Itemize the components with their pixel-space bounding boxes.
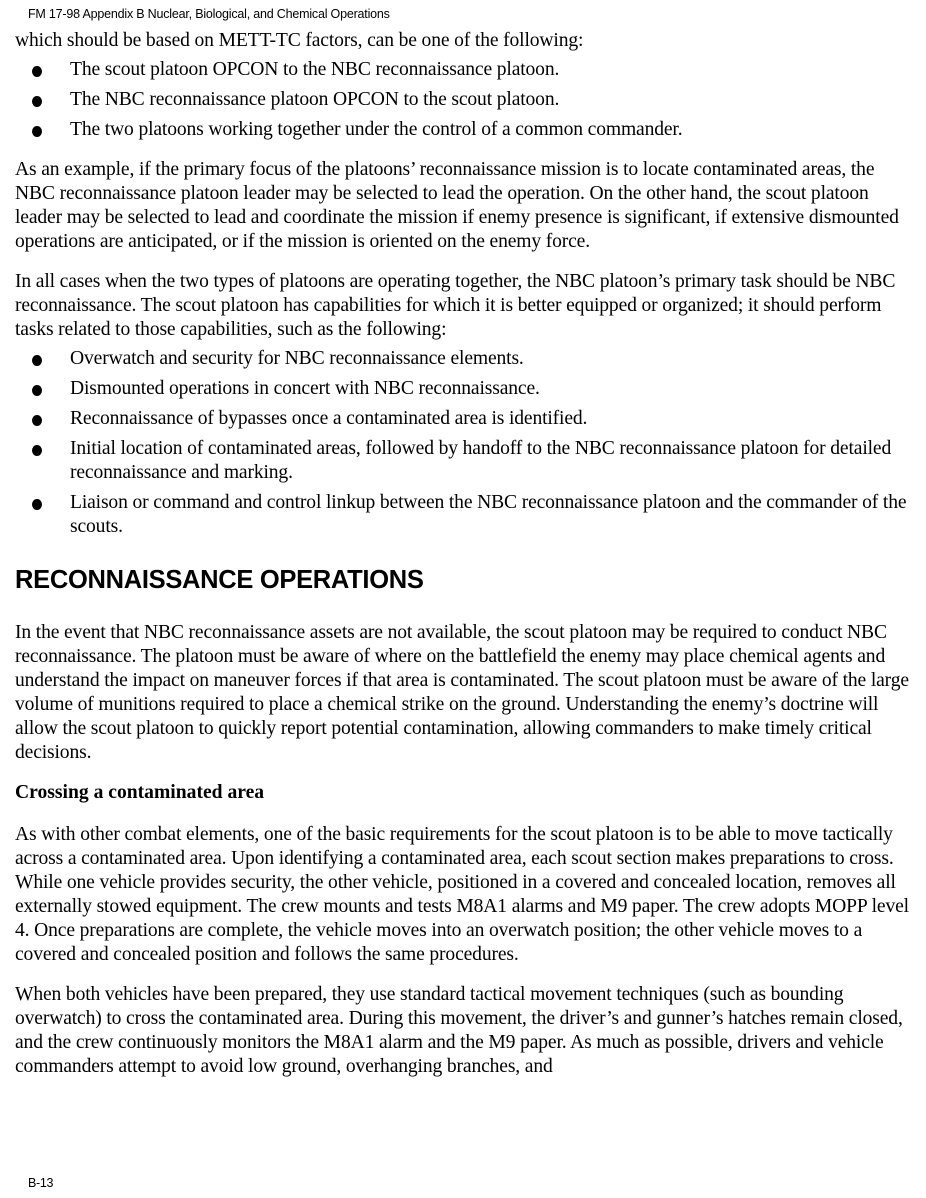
bullet-icon (32, 385, 42, 396)
list-item (15, 347, 915, 371)
bullet-icon (32, 499, 42, 510)
list-item-text: The NBC reconnaissance platoon OPCON to the scout platoon. (70, 89, 560, 110)
list-item (15, 88, 915, 112)
list-item-text: Overwatch and security for NBC reconnaissance elements. (70, 348, 524, 369)
example-paragraph: As an example, if the primary focus of the platoons’ reconnaissance mission is to locate contaminated areas, the NBC reconnaissance platoon leader may be selected to lead the operation. On the other hand, the scout platoon leader may be selected to lead and coordinate the mission if enemy presence is significant, if extensive dismounted operations are anticipated, or if the mission is oriented on the enemy force. (15, 159, 899, 252)
list-item-text: Reconnaissance of bypasses once a contaminated area is identified. (70, 408, 588, 429)
list-item-text: The two platoons working together under the control of a common commander. (70, 119, 683, 140)
list-item-text: Liaison or command and control linkup between the NBC reconnaissance platoon and the commander of the scouts. (70, 492, 907, 537)
crossing-paragraph-2: When both vehicles have been prepared, they use standard tactical movement techniques (such as bounding overwatch) to cross the contaminated area. During this movement, the driver’s and gunner’s hatches remain closed, and the crew continuously monitors the M8A1 alarm and the M9 paper. As much as possible, drivers and vehicle commanders attempt to avoid low ground, overhanging branches, and (15, 984, 903, 1077)
section-intro-paragraph: In the event that NBC reconnaissance assets are not available, the scout platoon may be required to conduct NBC reconnaissance. The platoon must be aware of where on the battlefield the enemy may place chemical agents and understand the impact on maneuver forces if that area is contaminated. The scout platoon must be aware of the large volume of munitions required to place a chemical strike on the ground. Understanding the enemy’s doctrine will allow the scout platoon to quickly report potential contamination, allowing commanders to make timely critical decisions. (15, 622, 909, 763)
bullet-icon (32, 96, 42, 107)
page-number: B-13 (28, 1176, 54, 1190)
list-item-text: Initial location of contaminated areas, followed by handoff to the NBC reconnaissance platoon for detailed reconnaissance and marking. (70, 438, 892, 483)
section-heading: RECONNAISSANCE OPERATIONS (15, 566, 424, 594)
page-content (15, 29, 915, 1095)
crossing-paragraph-1: As with other combat elements, one of the basic requirements for the scout platoon is to be able to move tactically across a contaminated area. Upon identifying a contaminated area, each scout section makes preparations to cross. While one vehicle provides security, the other vehicle, positioned in a covered and concealed location, removes all externally stowed equipment. The crew mounts and tests M8A1 alarms and M9 paper. The crew adopts MOPP level 4. Once preparations are complete, the vehicle moves into an overwatch position; the other vehicle moves to a covered and concealed position and follows the same procedures. (15, 824, 909, 965)
scout-tasks-list (15, 347, 915, 539)
running-header: FM 17-98 Appendix B Nuclear, Biological, and Chemical Operations (28, 7, 390, 21)
list-item (15, 437, 915, 485)
list-item-text: The scout platoon OPCON to the NBC reconnaissance platoon. (70, 59, 560, 80)
bullet-icon (32, 445, 42, 456)
all-cases-paragraph: In all cases when the two types of platoons are operating together, the NBC platoon’s primary task should be NBC reconnaissance. The scout platoon has capabilities for which it is better equipped or organized; it should perform tasks related to those capabilities, such as the following: (15, 271, 896, 340)
bullet-icon (32, 355, 42, 366)
intro-lead-in: which should be based on METT-TC factors, can be one of the following: (15, 30, 584, 51)
bullet-icon (32, 66, 42, 77)
command-options-list (15, 58, 915, 142)
bullet-icon (32, 126, 42, 137)
list-item (15, 491, 915, 539)
list-item-text: Dismounted operations in concert with NBC reconnaissance. (70, 378, 540, 399)
list-item (15, 58, 915, 82)
subsection-heading: Crossing a contaminated area (15, 782, 265, 803)
list-item (15, 118, 915, 142)
list-item (15, 407, 915, 431)
bullet-icon (32, 415, 42, 426)
list-item (15, 377, 915, 401)
